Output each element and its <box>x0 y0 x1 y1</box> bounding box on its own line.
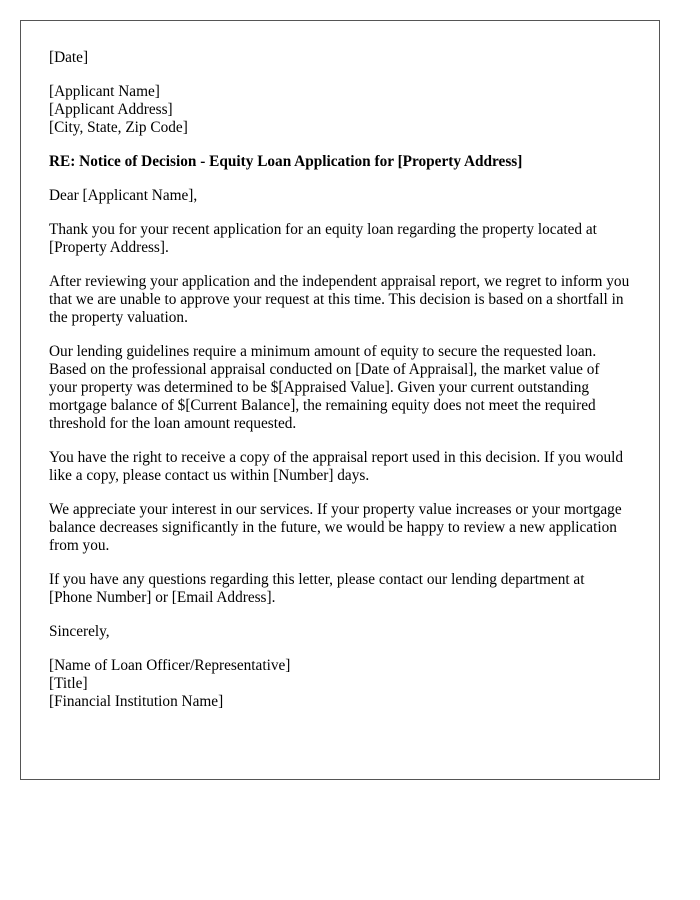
signature-institution: [Financial Institution Name] <box>49 693 224 710</box>
recipient-address: [Applicant Address] <box>49 101 173 118</box>
signature-title: [Title] <box>49 675 88 692</box>
letter-page <box>20 20 660 780</box>
signature-block <box>49 657 631 711</box>
body-paragraph-5: We appreciate your interest in our services. If your property value increases or your mortgage balance decreases significantly in the future, we would be happy to review a new application from you. <box>49 501 622 554</box>
subject-line: RE: Notice of Decision - Equity Loan Application for [Property Address] <box>49 153 523 170</box>
body-paragraph-4: You have the right to receive a copy of the appraisal report used in this decision. If you would like a copy, please contact us within [Number] days. <box>49 449 624 484</box>
body-paragraph-2: After reviewing your application and the independent appraisal report, we regret to inform you that we are unable to approve your request at this time. This decision is based on a shortfall in the property valuation. <box>49 273 630 326</box>
recipient-name: [Applicant Name] <box>49 83 160 100</box>
letter-date: [Date] <box>49 49 89 66</box>
body-paragraph-6: If you have any questions regarding this letter, please contact our lending department at [Phone Number] or [Email Address]. <box>49 571 585 606</box>
recipient-block <box>49 83 631 137</box>
body-paragraph-1: Thank you for your recent application for an equity loan regarding the property located at [Property Address]. <box>49 221 597 256</box>
closing: Sincerely, <box>49 623 110 640</box>
salutation: Dear [Applicant Name], <box>49 187 198 204</box>
body-paragraph-3: Our lending guidelines require a minimum amount of equity to secure the requested loan. Based on the professional appraisal conducted on [Date of Appraisal], the market value of your property was determined to be $[Appraised Value]. Given your current outstanding mortgage balance of $[Current Balance], the remaining equity does not meet the required threshold for the loan amount requested. <box>49 343 600 432</box>
recipient-city-state-zip: [City, State, Zip Code] <box>49 119 188 136</box>
signature-name: [Name of Loan Officer/Representative] <box>49 657 291 674</box>
